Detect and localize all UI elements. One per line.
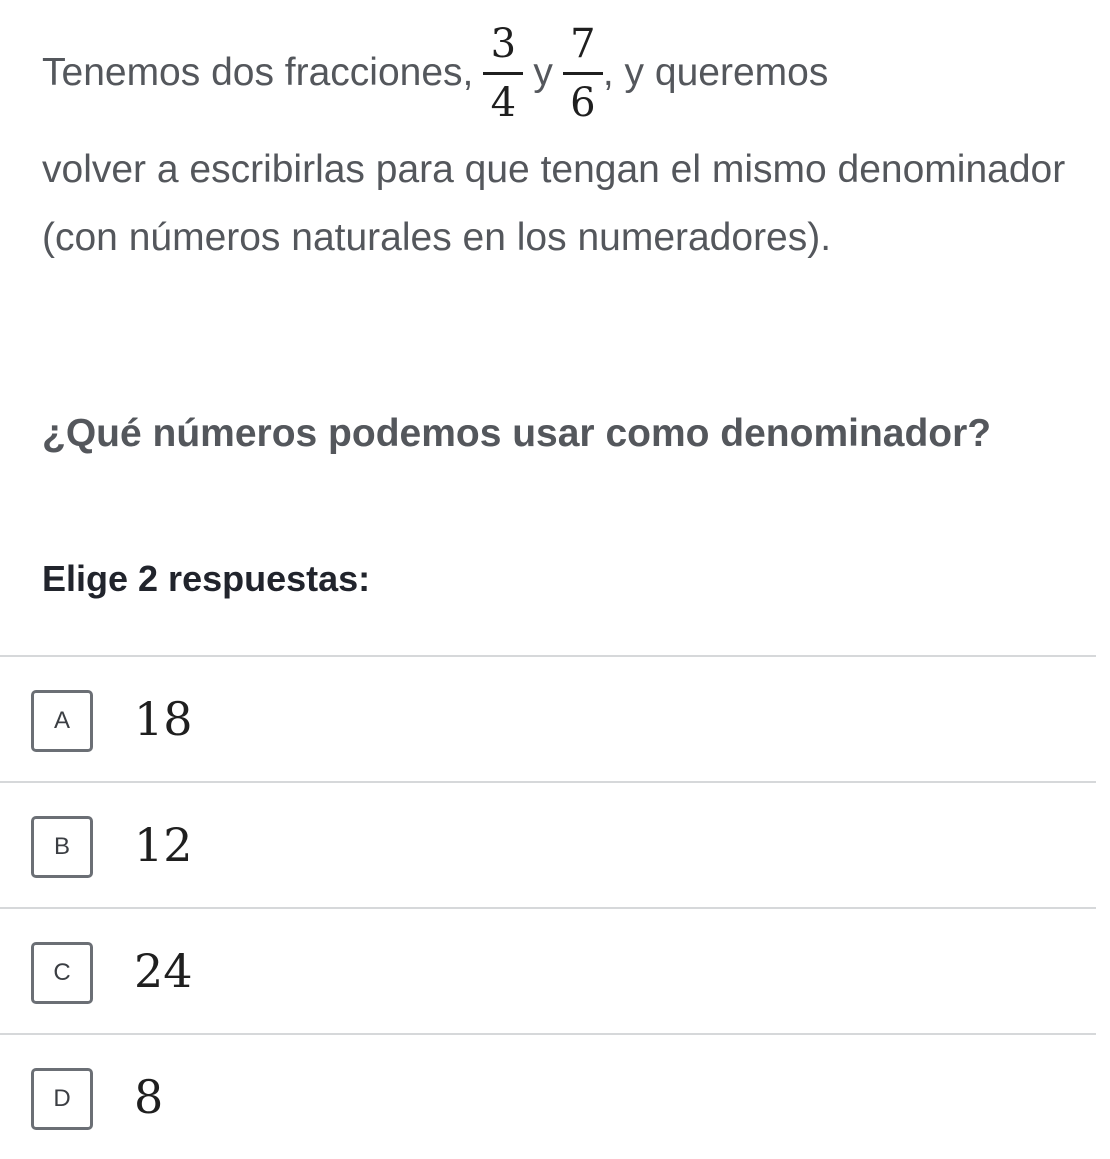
instruction-text: Elige 2 respuestas: — [42, 558, 371, 599]
connector-text: y — [533, 51, 553, 94]
choice-letter-box[interactable]: D — [31, 1068, 93, 1130]
fraction-three-quarters — [483, 20, 523, 126]
choice-d[interactable] — [0, 1035, 1096, 1159]
lead-text: Tenemos dos fracciones, — [42, 51, 474, 94]
after-text: , y queremos — [602, 51, 829, 94]
fraction-numerator: 7 — [570, 20, 596, 67]
problem-first-line — [42, 8, 828, 138]
fraction-denominator: 6 — [570, 79, 596, 126]
choice-value: 24 — [134, 944, 193, 998]
answer-choices — [0, 655, 1096, 1159]
problem-continuation: volver a escribirlas para que tengan el mismo denominador (con números naturales en los numeradores). — [42, 148, 1066, 259]
fraction-numerator: 3 — [490, 20, 517, 67]
choice-letter-box[interactable]: B — [31, 816, 93, 878]
fraction-denominator: 4 — [490, 79, 517, 126]
choice-value: 18 — [134, 692, 193, 746]
choice-value: 8 — [134, 1070, 164, 1124]
question-text: ¿Qué números podemos usar como denominador? — [42, 412, 992, 455]
choice-letter-box[interactable]: A — [31, 690, 93, 752]
choice-value: 12 — [134, 818, 193, 872]
choice-letter-box[interactable]: C — [31, 942, 93, 1004]
choice-b[interactable] — [0, 783, 1096, 909]
choice-a[interactable] — [0, 657, 1096, 783]
choice-c[interactable] — [0, 909, 1096, 1035]
fraction-seven-sixths — [563, 20, 603, 126]
